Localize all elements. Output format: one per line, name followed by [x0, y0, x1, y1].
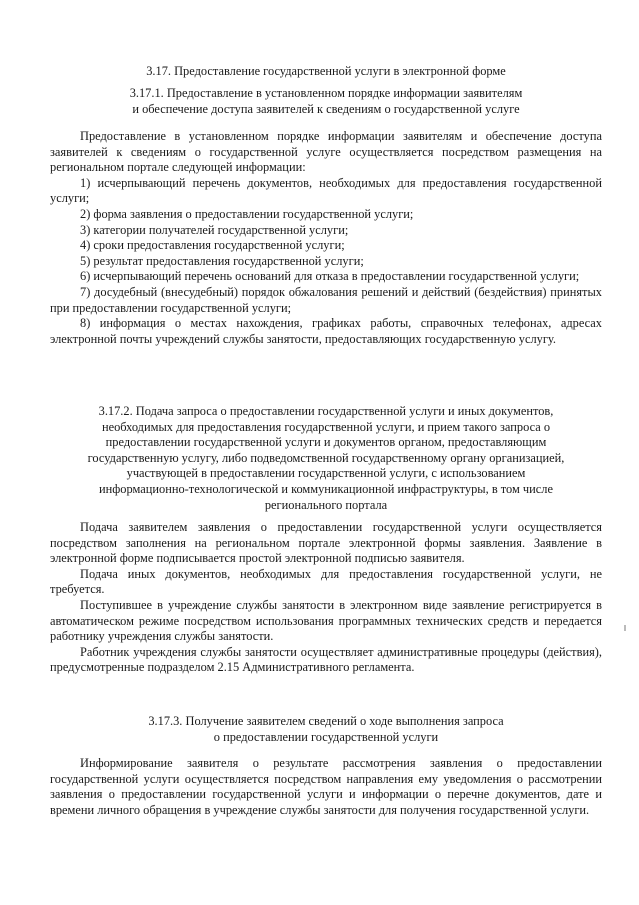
- list-item: 4) сроки предоставления государственной услуги;: [80, 238, 345, 253]
- heading-line: о предоставлении государственной услуги: [213, 729, 439, 744]
- section-3-17-1-body: [50, 129, 602, 347]
- heading-line: необходимых для предоставления государственной услуги, и прием такого запроса о: [101, 419, 551, 434]
- section-3-17-heading: 3.17. Предоставление государственной услуги в электронной форме: [146, 64, 506, 78]
- list-item: 7) досудебный (внесудебный) порядок обжалования решений и действий (бездействия) принятых при предоставлении государственной услуги;: [50, 284, 602, 315]
- body-paragraph: Информирование заявителя о результате рассмотрения заявления о предоставлении государственной услуги осуществляется посредством направления ему уведомления о рассмотрении заявления о предоставлении государственной услуги и информации о перечне документов, дате и времени личного обращения в учреждение службы занятости для получения государственной услуги.: [50, 756, 602, 817]
- heading-line: 3.17.3. Получение заявителем сведений о ходе выполнения запроса: [148, 714, 504, 728]
- list-item: 5) результат предоставления государственной услуги;: [80, 253, 364, 268]
- heading-line: и обеспечение доступа заявителей к сведениям о государственной услуге: [132, 101, 520, 116]
- heading-line: 3.17.2. Подача запроса о предоставлении государственной услуги и иных документов,: [98, 404, 554, 418]
- heading-line: предоставлении государственной услуги и документов органом, предоставляющим: [105, 435, 547, 450]
- intro-paragraph: Предоставление в установленном порядке информации заявителям и обеспечение доступа заявителей к сведениям о государственной услуге осуществляется посредством размещения на региональном портале следующей информации:: [50, 129, 602, 175]
- body-paragraph: Поступившее в учреждение службы занятости в электронном виде заявление регистрируется в автоматическом режиме посредством использования программных технических средств и передается работнику учреждения службы занятости.: [50, 597, 602, 644]
- heading-line: регионального портала: [264, 497, 388, 512]
- list-item: 1) исчерпывающий перечень документов, необходимых для предоставления государственной услуги;: [50, 175, 602, 206]
- heading-line: 3.17.1. Предоставление в установленном порядке информации заявителям: [129, 86, 523, 100]
- heading-line: государственную услугу, либо подведомственной государственному органу организацией,: [87, 450, 565, 465]
- section-3-17-3-heading: [50, 714, 602, 745]
- section-3-17-2-heading: [50, 404, 602, 513]
- section-3-17-1-heading: [50, 86, 602, 117]
- section-3-17-3-body: [50, 756, 602, 818]
- list-item: 2) форма заявления о предоставлении государственной услуги;: [80, 206, 414, 221]
- heading-line: информационно-технологической и коммуникационной инфраструктуры, в том числе: [99, 481, 553, 496]
- list-item: 8) информация о местах нахождения, графиках работы, справочных телефонах, адресах электронной почты учреждений службы занятости, предоставляющих государственную услугу.: [50, 316, 602, 346]
- list-item: 6) исчерпывающий перечень оснований для отказа в предоставлении государственной услуги;: [80, 269, 580, 284]
- body-paragraph: Подача иных документов, необходимых для предоставления государственной услуги, не требуется.: [50, 566, 602, 597]
- body-paragraph: Подача заявителем заявления о предоставлении государственной услуги осуществляется посредством заполнения на региональном портале электронной формы заявления. Заявление в электронной форме подписывается простой электронной подписью заявителя.: [50, 520, 602, 566]
- list-item: 3) категории получателей государственной услуги;: [80, 222, 349, 237]
- heading-line: участвующей в предоставлении государственной услуги, с использованием: [126, 466, 526, 481]
- scan-artifact: [624, 625, 626, 631]
- body-paragraph: Работник учреждения службы занятости осуществляет административные процедуры (действия), предусмотренные подразделом 2.15 Административного регламента.: [50, 644, 602, 675]
- section-3-17-2-body: [50, 520, 602, 676]
